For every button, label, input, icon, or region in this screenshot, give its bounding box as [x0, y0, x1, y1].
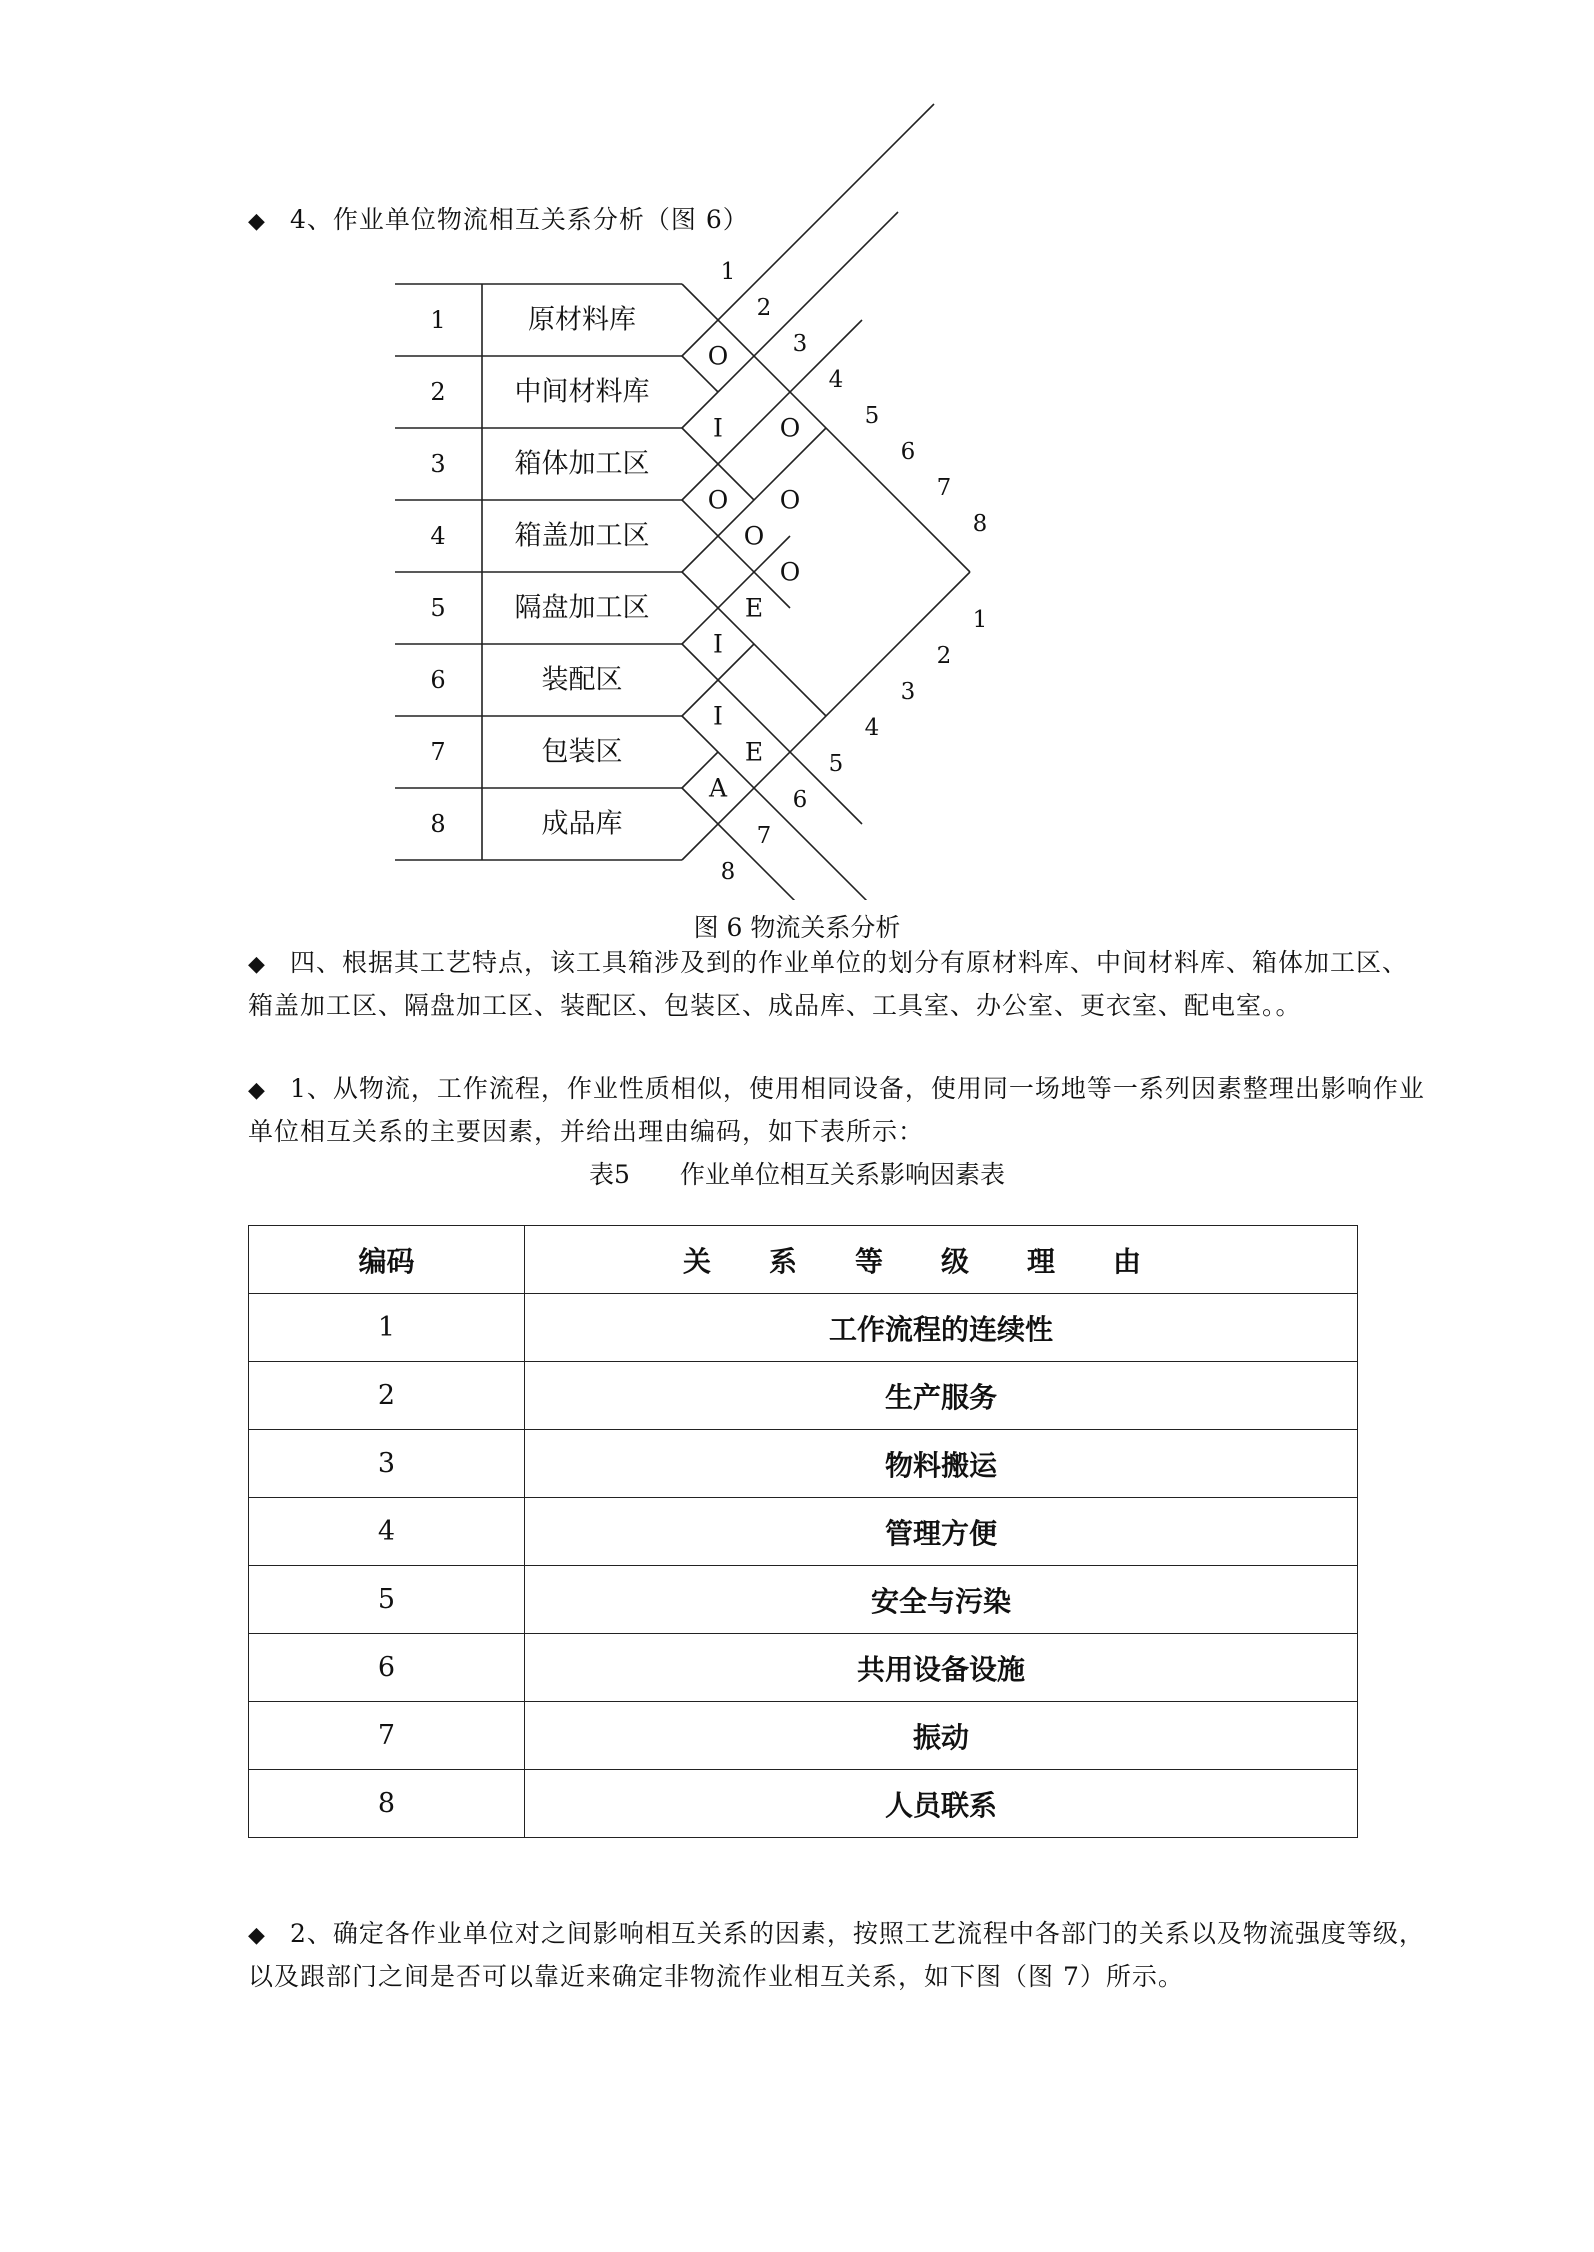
relationship-grade: E	[744, 737, 764, 767]
lower-edge-label: 3	[900, 679, 916, 705]
lower-edge-label: 8	[720, 859, 736, 885]
unit-number: 7	[430, 738, 446, 766]
unit-name: 包装区	[541, 736, 623, 768]
row-code: 5	[249, 1566, 525, 1634]
lower-edge-label: 2	[936, 643, 952, 669]
unit-name: 箱体加工区	[514, 448, 650, 480]
relationship-grade: A	[708, 773, 728, 803]
relationship-grade: O	[779, 485, 801, 515]
relationship-grade: I	[713, 629, 723, 659]
table-title: 表5 作业单位相互关系影响因素表	[589, 1160, 1005, 1189]
upper-edge-label: 8	[972, 511, 988, 537]
factor-table	[248, 1225, 1358, 1838]
table-row	[249, 1294, 1358, 1362]
lower-edge-label: 5	[828, 751, 844, 777]
bullet-diamond-icon: ◆	[248, 952, 266, 977]
table-row	[249, 1634, 1358, 1702]
header-reason: 关系等级理由	[525, 1226, 1358, 1294]
header-code: 编码	[249, 1226, 525, 1294]
row-reason: 管理方便	[525, 1498, 1358, 1566]
relationship-grade: I	[713, 413, 723, 443]
grid-line-down	[682, 500, 790, 608]
row-reason: 生产服务	[525, 1362, 1358, 1430]
upper-edge-label: 2	[756, 295, 772, 321]
grid-line-up	[682, 104, 934, 356]
paragraph-nonflow: ◆ 2、确定各作业单位对之间影响相互关系的因素，按照工艺流程中各部门的关系以及物流强度等级，以及跟部门之间是否可以靠近来确定非物流作业相互关系，如下图（图 7）所示。	[248, 1913, 1428, 1997]
chart-grid	[395, 104, 970, 900]
relationship-grade: O	[743, 521, 765, 551]
unit-name: 隔盘加工区	[514, 592, 650, 624]
section-heading: ◆ 4、作业单位物流相互关系分析（图 6）	[248, 199, 1428, 242]
row-code: 4	[249, 1498, 525, 1566]
unit-name: 中间材料库	[514, 376, 650, 408]
row-reason: 物料搬运	[525, 1430, 1358, 1498]
row-reason: 振动	[525, 1702, 1358, 1770]
unit-number: 2	[430, 378, 446, 406]
upper-edge-label: 3	[792, 331, 808, 357]
lower-edge-label: 6	[792, 787, 808, 813]
unit-name: 装配区	[541, 664, 623, 696]
row-reason: 安全与污染	[525, 1566, 1358, 1634]
row-code: 7	[249, 1702, 525, 1770]
upper-edge-label: 7	[936, 475, 952, 501]
row-code: 2	[249, 1362, 525, 1430]
unit-number: 8	[430, 810, 446, 838]
paragraph-units: ◆ 四、根据其工艺特点，该工具箱涉及到的作业单位的划分有原材料库、中间材料库、箱体加工区、箱盖加工区、隔盘加工区、装配区、包装区、成品库、工具室、办公室、更衣室、配电室。。	[248, 942, 1428, 1026]
relationship-grade: O	[707, 485, 729, 515]
relationship-grade: I	[713, 701, 723, 731]
unit-name: 箱盖加工区	[514, 520, 650, 552]
paragraph-factors: ◆ 1、从物流，工作流程，作业性质相似，使用相同设备，使用同一场地等一系列因素整理出影响作业单位相互关系的主要因素，并给出理由编码，如下表所示：	[248, 1068, 1428, 1152]
table-header-row	[249, 1226, 1358, 1294]
upper-edge-label: 4	[828, 367, 844, 393]
row-reason: 工作流程的连续性	[525, 1294, 1358, 1362]
table-row	[249, 1498, 1358, 1566]
unit-number: 4	[430, 522, 446, 550]
table-row	[249, 1702, 1358, 1770]
lower-edge-label: 1	[972, 607, 988, 633]
unit-number: 5	[430, 594, 446, 622]
table-row	[249, 1362, 1358, 1430]
upper-edge-label: 6	[900, 439, 916, 465]
relationship-grade: E	[744, 593, 764, 623]
bullet-diamond-icon: ◆	[248, 1078, 266, 1103]
unit-number: 3	[430, 450, 446, 478]
row-code: 3	[249, 1430, 525, 1498]
relationship-grade: O	[779, 413, 801, 443]
unit-number: 6	[430, 666, 446, 694]
unit-number: 1	[430, 306, 446, 334]
upper-edge-label: 5	[864, 403, 880, 429]
row-reason: 人员联系	[525, 1770, 1358, 1838]
row-code: 8	[249, 1770, 525, 1838]
grid-line-up	[682, 536, 790, 644]
grid-line-up	[682, 212, 898, 428]
table-row	[249, 1566, 1358, 1634]
unit-name: 成品库	[541, 808, 623, 840]
upper-edge-label: 1	[720, 259, 736, 285]
grid-line-down	[682, 716, 898, 900]
relationship-grade: O	[707, 341, 729, 371]
row-code: 1	[249, 1294, 525, 1362]
lower-edge-label: 4	[864, 715, 880, 741]
relationship-grade: O	[779, 557, 801, 587]
lower-edge-label: 7	[756, 823, 772, 849]
row-code: 6	[249, 1634, 525, 1702]
row-reason: 共用设备设施	[525, 1634, 1358, 1702]
table-row	[249, 1430, 1358, 1498]
relationship-chart	[0, 0, 1594, 900]
bullet-diamond-icon: ◆	[248, 1923, 266, 1948]
table-row	[249, 1770, 1358, 1838]
bullet-diamond-icon: ◆	[248, 209, 266, 234]
unit-name: 原材料库	[528, 304, 636, 336]
figure-caption: 图 6 物流关系分析	[693, 913, 901, 942]
